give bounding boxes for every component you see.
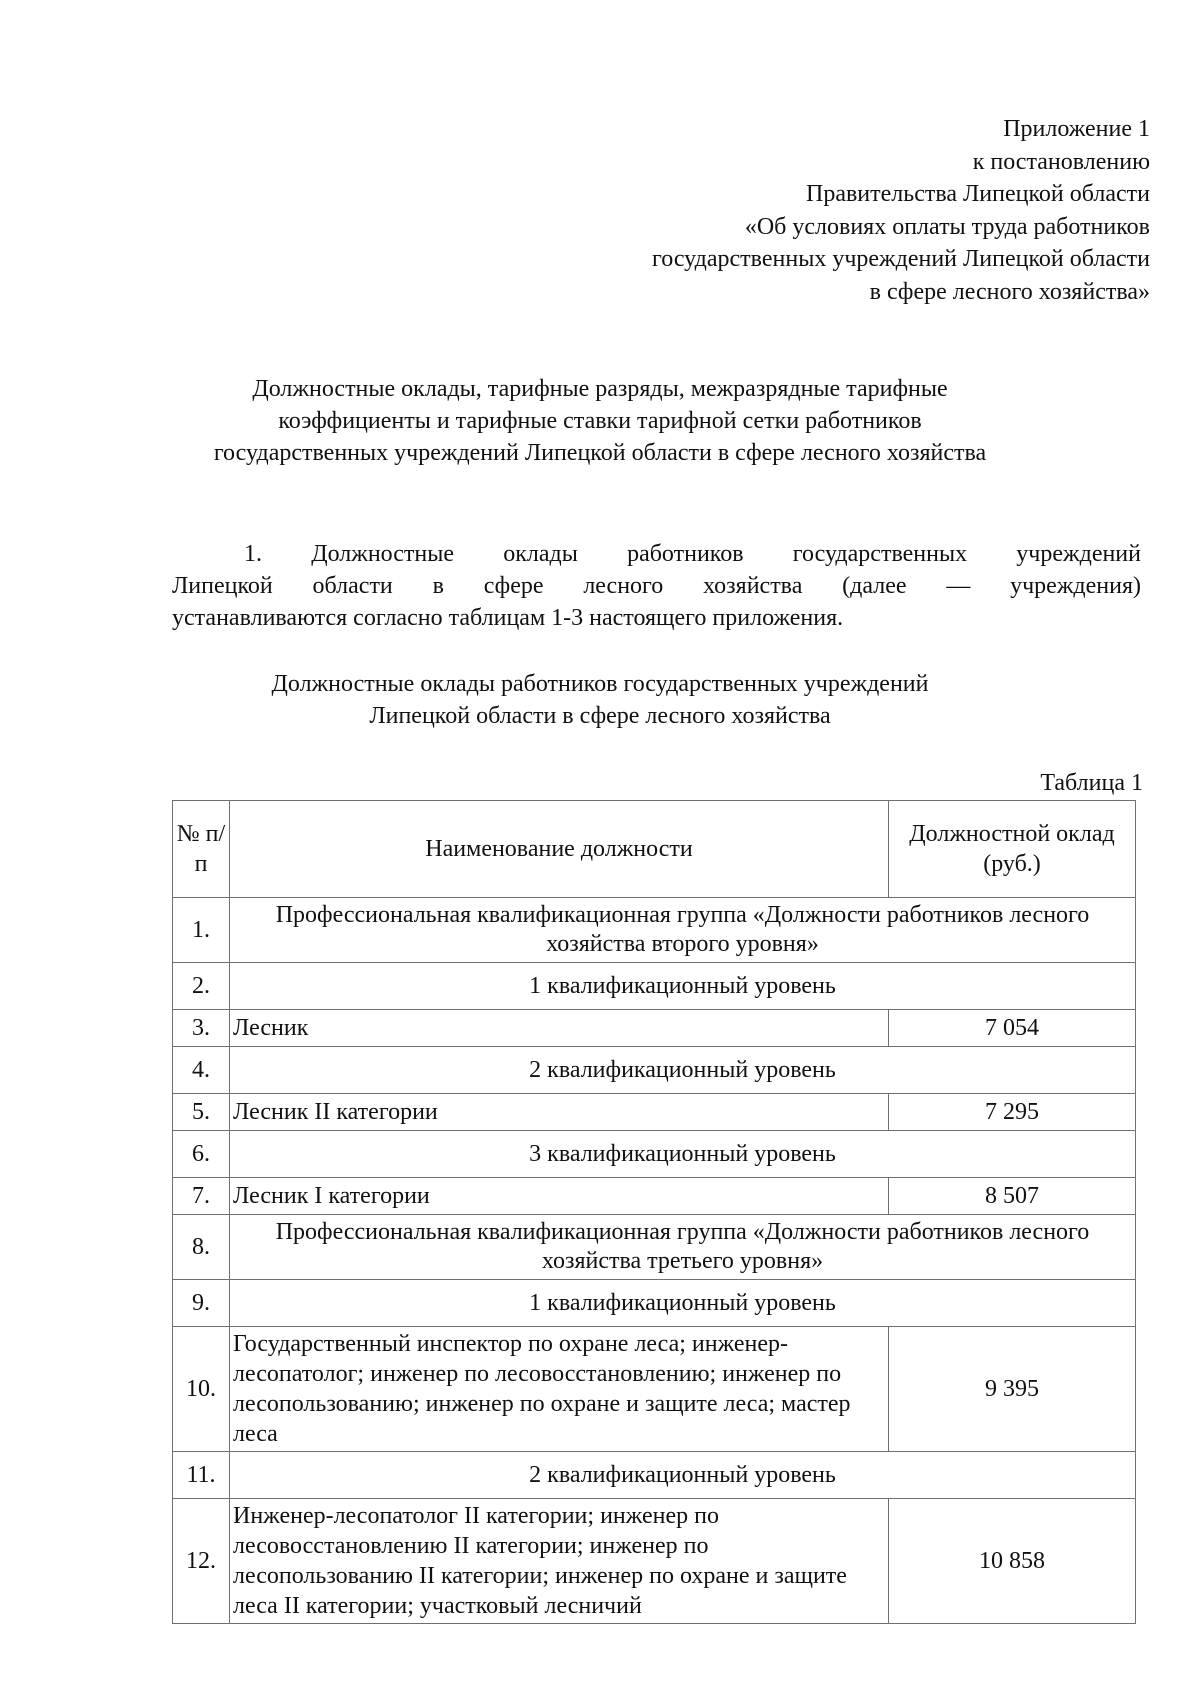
table-number-label: Таблица 1	[1040, 770, 1143, 796]
salary-value: 7 054	[889, 1010, 1136, 1047]
body-paragraph	[172, 538, 1141, 634]
word: Липецкой	[172, 573, 273, 599]
row-number: 4.	[173, 1047, 230, 1094]
appendix-line: государственных учреждений Липецкой области	[652, 246, 1150, 272]
word: хозяйства	[703, 573, 803, 599]
word: области	[312, 573, 393, 599]
qualification-level: 1 квалификационный уровень	[230, 963, 1136, 1010]
table-heading-line: Липецкой области в сфере лесного хозяйства	[369, 703, 831, 729]
qualification-level: 2 квалификационный уровень	[230, 1452, 1136, 1499]
word: Должностные	[311, 541, 455, 567]
row-number: 5.	[173, 1094, 230, 1131]
word: работников	[627, 541, 744, 567]
table-row	[173, 1280, 1136, 1327]
row-number: 9.	[173, 1280, 230, 1327]
header-salary: Должностной оклад (руб.)	[889, 801, 1136, 898]
salary-value: 9 395	[889, 1327, 1136, 1452]
position-name: Лесник I категории	[230, 1178, 889, 1215]
table-row	[173, 1010, 1136, 1047]
table-row	[173, 898, 1136, 963]
table-row	[173, 1178, 1136, 1215]
word: учреждения)	[1010, 573, 1141, 599]
appendix-line: Правительства Липецкой области	[805, 181, 1150, 207]
table-row	[173, 1499, 1136, 1624]
position-name: Лесник	[230, 1010, 889, 1047]
title-line: государственных учреждений Липецкой области в сфере лесного хозяйства	[213, 440, 987, 466]
appendix-line: к постановлению	[972, 148, 1150, 175]
paragraph-line-1	[172, 538, 1141, 570]
position-name: Государственный инспектор по охране леса; инженер-лесопатолог; инженер по лесовосстановлению; инженер по лесопользованию; инженер по охране и защите леса; мастер леса	[230, 1327, 889, 1452]
table-row	[173, 1047, 1136, 1094]
paragraph-line-3: устанавливаются согласно таблицам 1-3 настоящего приложения.	[172, 605, 844, 631]
row-number: 10.	[173, 1327, 230, 1452]
word: —	[946, 573, 971, 599]
salary-value: 7 295	[889, 1094, 1136, 1131]
word: оклады	[503, 541, 578, 567]
appendix-header	[500, 113, 1150, 308]
row-number: 8.	[173, 1215, 230, 1280]
salary-value: 10 858	[889, 1499, 1136, 1624]
word: (далее	[842, 573, 907, 599]
document-title	[160, 373, 1040, 469]
word: сфере	[483, 573, 544, 599]
row-number: 11.	[173, 1452, 230, 1499]
table-row	[173, 1327, 1136, 1452]
word: учреждений	[1016, 541, 1141, 567]
row-number: 1.	[173, 898, 230, 963]
table-header-row	[173, 801, 1136, 898]
header-number: № п/п	[173, 801, 230, 898]
word: в	[432, 573, 444, 599]
title-line: коэффициенты и тарифные ставки тарифной сетки работников	[278, 408, 922, 434]
position-name: Инженер-лесопатолог II категории; инженер по лесовосстановлению II категории; инженер по лесопользованию II категории; инженер по охране и защите леса II категории; участковый лесничий	[230, 1499, 889, 1624]
row-number: 7.	[173, 1178, 230, 1215]
table-heading	[160, 668, 1040, 732]
position-name: Лесник II категории	[230, 1094, 889, 1131]
salary-value: 8 507	[889, 1178, 1136, 1215]
group-title: Профессиональная квалификационная группа «Должности работников лесного хозяйства третьего уровня»	[230, 1215, 1136, 1280]
table-row	[173, 1094, 1136, 1131]
appendix-line: «Об условиях оплаты труда работников	[744, 213, 1150, 240]
qualification-level: 3 квалификационный уровень	[230, 1131, 1136, 1178]
qualification-level: 2 квалификационный уровень	[230, 1047, 1136, 1094]
table-row	[173, 1452, 1136, 1499]
word: 1.	[244, 541, 262, 567]
header-position-name: Наименование должности	[230, 801, 889, 898]
table-row	[173, 963, 1136, 1010]
word: государственных	[792, 541, 968, 567]
row-number: 3.	[173, 1010, 230, 1047]
paragraph-line-2	[172, 570, 1141, 602]
group-title: Профессиональная квалификационная группа «Должности работников лесного хозяйства второго уровня»	[230, 898, 1136, 963]
row-number: 2.	[173, 963, 230, 1010]
table-row	[173, 1131, 1136, 1178]
table-heading-line: Должностные оклады работников государственных учреждений	[271, 671, 929, 697]
salary-table	[172, 800, 1136, 1624]
row-number: 6.	[173, 1131, 230, 1178]
table-row	[173, 1215, 1136, 1280]
qualification-level: 1 квалификационный уровень	[230, 1280, 1136, 1327]
appendix-line: в сфере лесного хозяйства»	[869, 278, 1150, 305]
title-line: Должностные оклады, тарифные разряды, межразрядные тарифные	[252, 376, 948, 402]
row-number: 12.	[173, 1499, 230, 1624]
word: лесного	[583, 573, 664, 599]
appendix-line: Приложение 1	[1003, 116, 1150, 142]
